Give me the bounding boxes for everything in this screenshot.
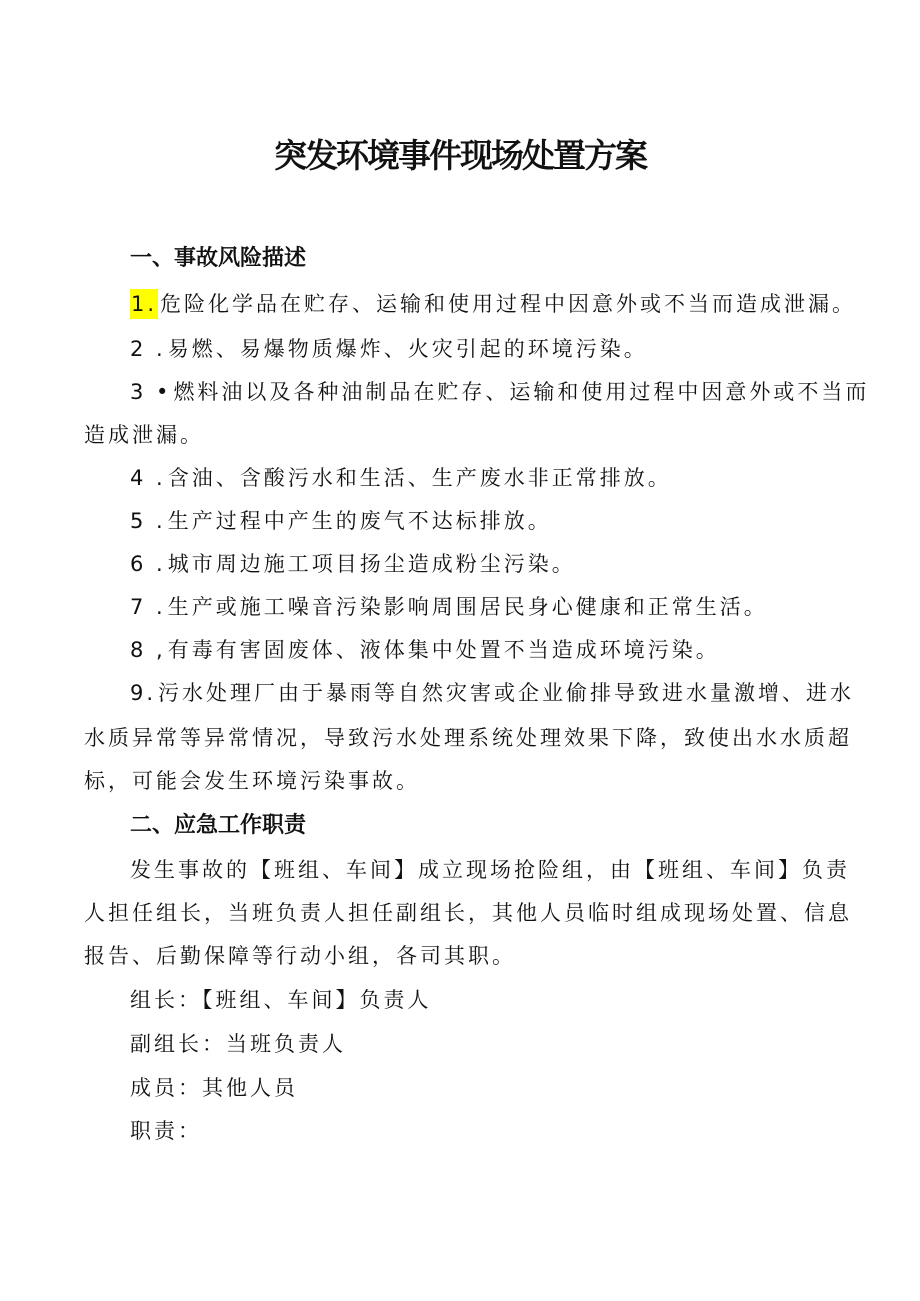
item-text: 有毒有害固废体、液体集中处置不当造成环境污染。: [167, 638, 720, 662]
item-number: 8 ,: [130, 638, 166, 662]
item-text: 生产过程中产生的废气不达标排放。: [167, 509, 552, 533]
risk-item-7: [130, 592, 768, 622]
duties-label: 职责：: [130, 1119, 202, 1143]
duty-paragraph-line-2: 人担任组长，当班负责人担任副组长，其他人员临时组成现场处置、信息: [84, 901, 852, 925]
item-text: 燃料油以及各种油制品在贮存、运输和使用过程中因意外或不当而: [173, 380, 870, 404]
risk-item-1: [130, 289, 856, 319]
item-number: 5 .: [130, 509, 166, 533]
section-2-heading: 二、应急工作职责: [130, 813, 307, 838]
document-title: 突发环境事件现场处置方案: [274, 136, 646, 175]
item-number: 7 .: [130, 595, 166, 619]
duty-paragraph-line-1: 发生事故的【班组、车间】成立现场抢险组，由【班组、车间】负责: [130, 858, 850, 882]
risk-item-4: [130, 463, 672, 493]
team-leader: 组长：【班组、车间】负责人: [130, 988, 432, 1012]
risk-item-9-continued-2: 标，可能会发生环境污染事故。: [84, 769, 420, 793]
risk-item-2: [130, 334, 648, 364]
item-text: 生产或施工噪音污染影响周围居民身心健康和正常生活。: [167, 595, 768, 619]
risk-item-3: [130, 377, 869, 407]
item-text: 易燃、易爆物质爆炸、火灾引起的环境污染。: [167, 337, 648, 361]
item-number: 2 .: [130, 337, 166, 361]
item-text: 污水处理厂由于暴雨等自然灾害或企业偷排导致进水量激增、进水: [158, 681, 855, 705]
section-1-heading: 一、事故风险描述: [130, 246, 307, 271]
risk-item-3-continued: 造成泄漏。: [84, 423, 204, 447]
risk-item-8: [130, 635, 720, 665]
item-number: 3 •: [130, 380, 172, 404]
item-number: 9.: [130, 681, 157, 705]
item-number: 1.: [130, 289, 158, 319]
risk-item-9: [130, 678, 854, 708]
item-number: 4 .: [130, 466, 166, 490]
risk-item-5: [130, 506, 552, 536]
risk-item-9-continued: 水质异常等异常情况，导致污水处理系统处理效果下降，致使出水水质超: [84, 726, 852, 750]
item-text: 城市周边施工项目扬尘造成粉尘污染。: [167, 552, 576, 576]
team-members: 成员：其他人员: [130, 1076, 298, 1100]
item-text: 危险化学品在贮存、运输和使用过程中因意外或不当而造成泄漏。: [160, 292, 857, 316]
item-number: 6 .: [130, 552, 166, 576]
risk-item-6: [130, 549, 576, 579]
item-text: 含油、含酸污水和生活、生产废水非正常排放。: [167, 466, 672, 490]
duty-paragraph-line-3: 报告、后勤保障等行动小组，各司其职。: [84, 944, 516, 968]
deputy-leader: 副组长：当班负责人: [130, 1032, 346, 1056]
